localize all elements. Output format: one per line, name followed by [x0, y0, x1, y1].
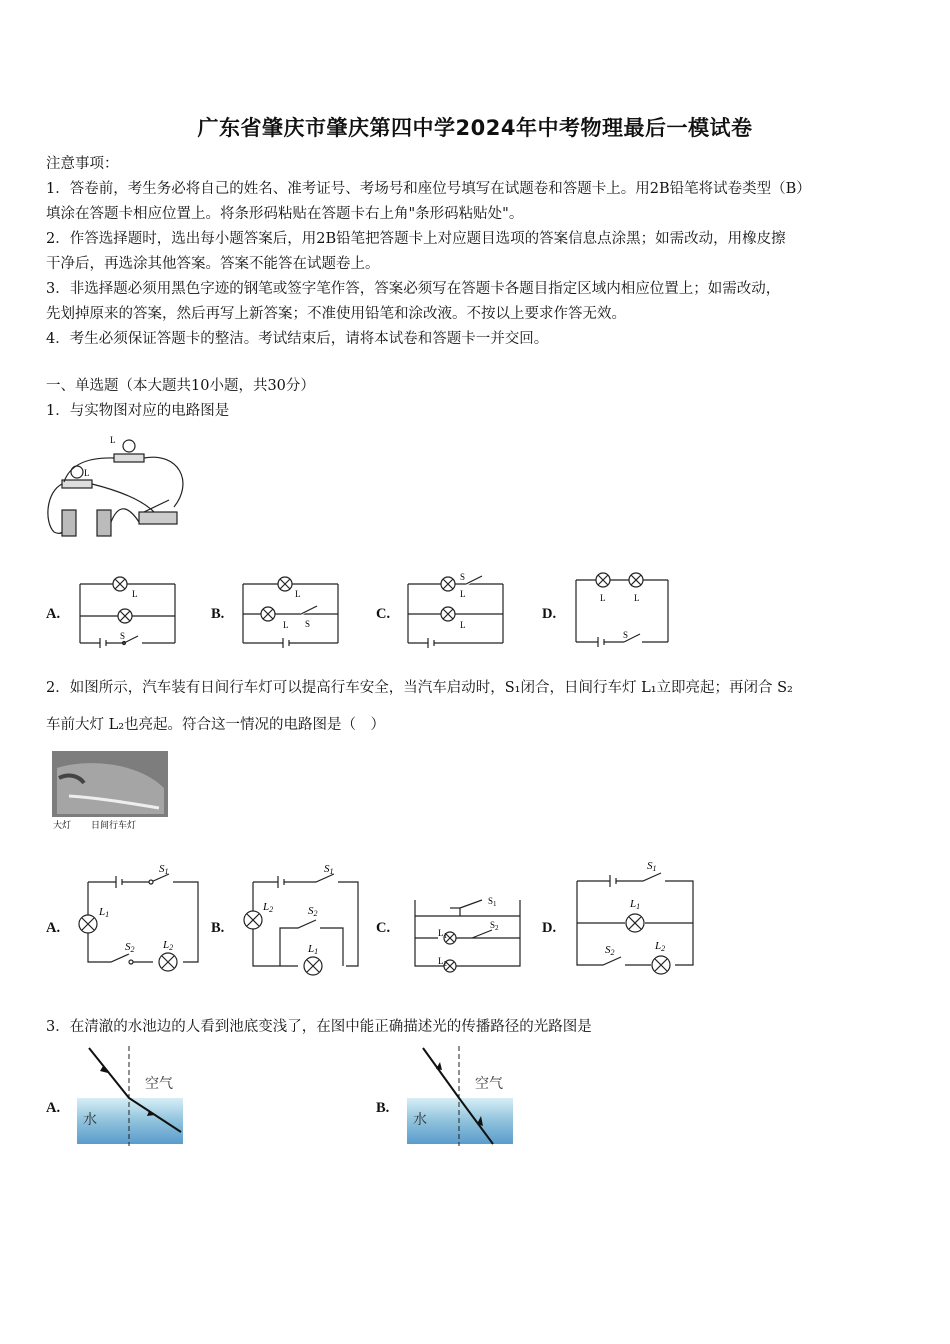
photo-label-headlight: 大灯	[53, 821, 72, 831]
label-l1: L	[132, 589, 138, 599]
q1-physical-figure	[44, 432, 194, 544]
svg-text:S: S	[460, 572, 466, 582]
notes-line: 3．非选择题必须用黑色字迹的钢笔或签字笔作答，答案必须写在答题卡各题目指定区域内相应位置上；如需改动，	[46, 281, 781, 297]
svg-text:水: 水	[413, 1112, 427, 1128]
svg-text:S: S	[623, 630, 629, 640]
q2-circuit-c	[410, 890, 532, 972]
page-title: 广东省肇庆市肇庆第四中学2024年中考物理最后一模试卷	[197, 116, 753, 140]
svg-text:S2: $S_2$	[490, 920, 499, 932]
q2-option-b[interactable]: B.	[211, 920, 225, 936]
q1-circuit-d	[576, 572, 668, 646]
svg-text:S1: S1	[159, 863, 169, 876]
svg-text:L: L	[460, 589, 466, 599]
svg-text:L: L	[283, 620, 289, 630]
q2-stem-line2: 车前大灯 L₂也亮起。符合这一情况的电路图是（ ）	[46, 717, 386, 733]
svg-text:S2: S2	[308, 905, 318, 918]
svg-text:L2: L2	[263, 901, 274, 914]
q2-option-a[interactable]: A.	[46, 920, 61, 936]
svg-text:S2: S2	[605, 944, 615, 957]
svg-text:S1: S1	[324, 863, 334, 876]
q2-stem-line1: 2．如图所示，汽车装有日间行车灯可以提高行车安全，当汽车启动时，S₁闭合，日间行车灯 L₁立即亮起；再闭合 S₂	[46, 680, 793, 696]
svg-text:S1: S1	[647, 860, 657, 873]
q2-circuit-a	[73, 860, 209, 980]
notes-line: 4．考生必须保证答题卡的整洁。考试结束后，请将本试卷和答题卡一并交回。	[46, 331, 549, 347]
q1-stem: 1．与实物图对应的电路图是	[46, 403, 230, 419]
q1-circuit-c	[408, 572, 503, 646]
q3-diagram-a	[77, 1046, 187, 1148]
q1-option-d[interactable]: D.	[542, 606, 557, 622]
notes-heading: 注意事项：	[46, 156, 119, 172]
q3-option-b[interactable]: B.	[376, 1100, 390, 1116]
svg-text:L1: L1	[308, 943, 319, 956]
water-label: 水	[83, 1112, 97, 1128]
svg-text:L2: $L_2$	[438, 956, 447, 968]
notes-line: 先划掉原来的答案，然后再写上新答案；不准使用铅笔和涂改液。不按以上要求作答无效。	[46, 306, 626, 322]
q3-option-a[interactable]: A.	[46, 1100, 61, 1116]
q2-option-d[interactable]: D.	[542, 920, 557, 936]
svg-text:L: L	[295, 589, 301, 599]
label-s: S	[120, 631, 126, 641]
q3-stem: 3．在清澈的水池边的人看到池底变浅了，在图中能正确描述光的传播路径的光路图是	[46, 1019, 592, 1035]
q2-option-c[interactable]: C.	[376, 920, 391, 936]
notes-block	[46, 152, 906, 352]
svg-text:L2: L2	[163, 939, 174, 952]
q3-diagram-b	[407, 1046, 517, 1148]
svg-text:L1: L1	[99, 906, 110, 919]
q2-circuit-d	[575, 855, 699, 979]
svg-text:S: S	[305, 619, 311, 629]
svg-text:L: L	[600, 593, 606, 603]
air-label: 空气	[145, 1076, 173, 1092]
svg-text:S2: S2	[125, 941, 135, 954]
svg-text:L: L	[634, 593, 640, 603]
q1-option-b[interactable]: B.	[211, 606, 225, 622]
notes-line: 2．作答选择题时，选出每小题答案后，用2B铅笔把答题卡上对应题目选项的答案信息点涂黑；如需改动，用橡皮擦	[46, 231, 786, 247]
q2-circuit-b	[238, 860, 372, 980]
q1-circuit-b	[243, 576, 338, 646]
photo-label-daylight: 日间行车灯	[91, 821, 137, 831]
svg-text:L2: L2	[655, 940, 666, 953]
svg-text:L1: $L_1$	[438, 928, 447, 940]
q1-circuit-a	[80, 576, 175, 646]
notes-line: 填涂在答题卡相应位置上。将条形码粘贴在答题卡右上角"条形码粘贴处"。	[46, 206, 524, 222]
q1-option-c[interactable]: C.	[376, 606, 391, 622]
svg-text:L: L	[110, 435, 116, 445]
notes-line: 1．答卷前，考生务必将自己的姓名、准考证号、考场号和座位号填写在试题卷和答题卡上。用2B铅笔将试卷类型（B）	[46, 181, 811, 197]
svg-text:L: L	[460, 620, 466, 630]
section-heading: 一、单选题（本大题共10小题，共30分）	[46, 378, 315, 394]
svg-text:S1: $S_1$	[488, 896, 497, 908]
q2-car-photo	[49, 748, 171, 834]
svg-text:L1: L1	[630, 898, 641, 911]
notes-line: 干净后，再选涂其他答案。答案不能答在试题卷上。	[46, 256, 380, 272]
svg-text:L: L	[84, 468, 90, 478]
q1-option-a[interactable]: A.	[46, 606, 61, 622]
svg-text:空气: 空气	[475, 1076, 503, 1092]
